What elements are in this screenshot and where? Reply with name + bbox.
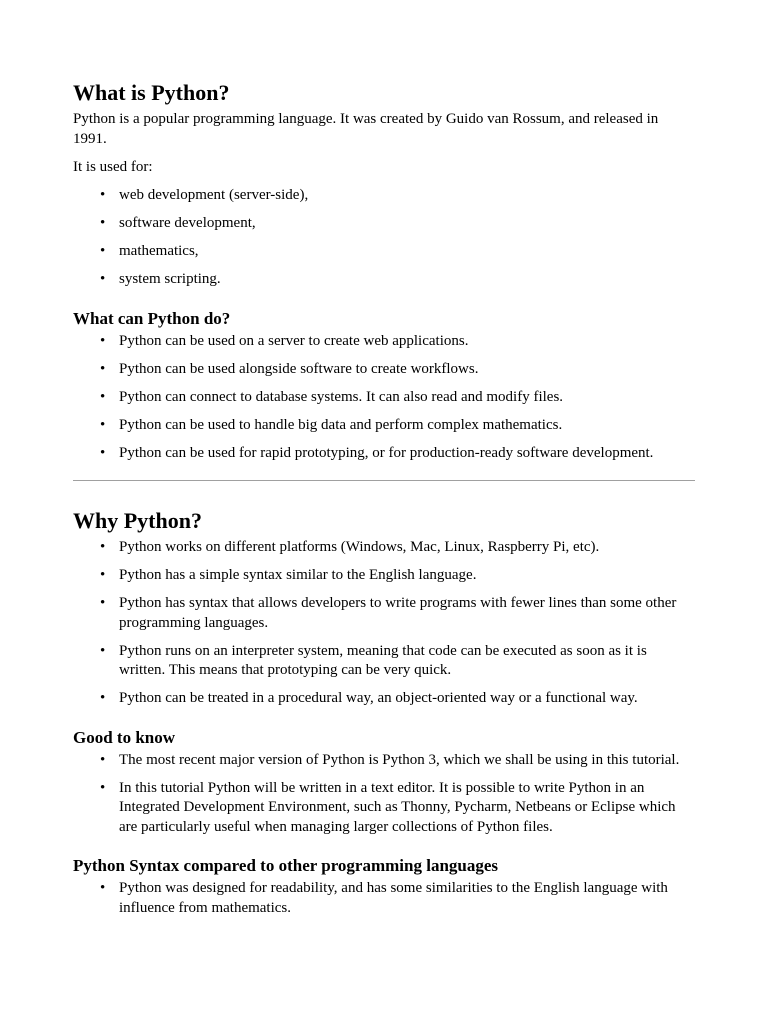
list-item: • Python can be treated in a procedural way, an object-oriented way or a functional way. (73, 689, 695, 709)
bullet-icon: • (100, 444, 106, 461)
list-item: • Python can be used alongside software to create workflows. (73, 360, 695, 380)
list-item: • Python can be used to handle big data and perform complex mathematics. (73, 416, 695, 436)
bullet-icon: • (100, 567, 106, 583)
list-item: • Python has a simple syntax similar to the English language. (73, 566, 695, 586)
section-divider (73, 480, 695, 481)
list-item: • software development, (73, 214, 695, 234)
heading-what-is-python: What is Python? (73, 80, 230, 105)
bullet-icon: • (100, 332, 106, 349)
list-item: • Python can be used for rapid prototyping, or for production-ready software development. (73, 444, 695, 464)
bullet-icon: • (100, 215, 106, 231)
bullet-icon: • (100, 416, 106, 433)
list-item: • Python runs on an interpreter system, meaning that code can be executed as soon as it is written. This means that prototyping can be very quick. (100, 642, 647, 678)
bullet-icon: • (100, 880, 106, 896)
bullet-icon: • (100, 642, 106, 659)
bullet-icon: • (100, 690, 106, 706)
heading-good-to-know: Good to know (73, 727, 176, 747)
heading-syntax-comparison: Python Syntax compared to other programming languages (73, 856, 499, 875)
bullet-icon: • (100, 539, 106, 555)
heading-why-python: Why Python? (73, 508, 202, 533)
list-item: • mathematics, (73, 242, 695, 262)
good-to-know-list (73, 751, 695, 838)
intro-paragraph: Python is a popular programming language. It was created by Guido van Rossum, and released in 1991. (73, 111, 659, 147)
heading-what-can-python-do: What can Python do? (73, 308, 231, 328)
used-for-paragraph: It is used for: (73, 159, 153, 175)
list-item: • Python was designed for readability, and has some similarities to the English language with influence from mathematics. (100, 880, 668, 916)
bullet-icon: • (100, 360, 106, 377)
list-item: • Python can connect to database systems. It can also read and modify files. (73, 388, 695, 408)
list-item: • system scripting. (73, 270, 695, 290)
bullet-icon: • (100, 271, 106, 287)
bullet-icon: • (100, 751, 106, 768)
list-item: • Python works on different platforms (Windows, Mac, Linux, Raspberry Pi, etc). (73, 538, 695, 558)
capabilities-list (73, 332, 695, 464)
list-item: • Python can be used on a server to create web applications. (73, 332, 695, 352)
bullet-icon: • (100, 187, 106, 203)
bullet-icon: • (100, 779, 106, 796)
why-python-list (73, 538, 695, 709)
bullet-icon: • (100, 243, 106, 259)
bullet-icon: • (100, 388, 106, 405)
list-item: • The most recent major version of Python is Python 3, which we shall be using in this tutorial. (73, 751, 695, 771)
bullet-icon: • (100, 595, 106, 611)
list-item: • web development (server-side), (73, 186, 695, 206)
document-content (73, 78, 695, 918)
uses-list (73, 186, 695, 290)
list-item: • Python has syntax that allows developers to write programs with fewer lines than some other programming languages. (100, 595, 677, 631)
syntax-comparison-list (73, 879, 695, 918)
list-item: • In this tutorial Python will be written in a text editor. It is possible to write Python in an Integrated Development Environment, such as Thonny, Pycharm, Netbeans or Eclipse which are particularly useful when managing larger collections of Python files. (100, 779, 676, 835)
